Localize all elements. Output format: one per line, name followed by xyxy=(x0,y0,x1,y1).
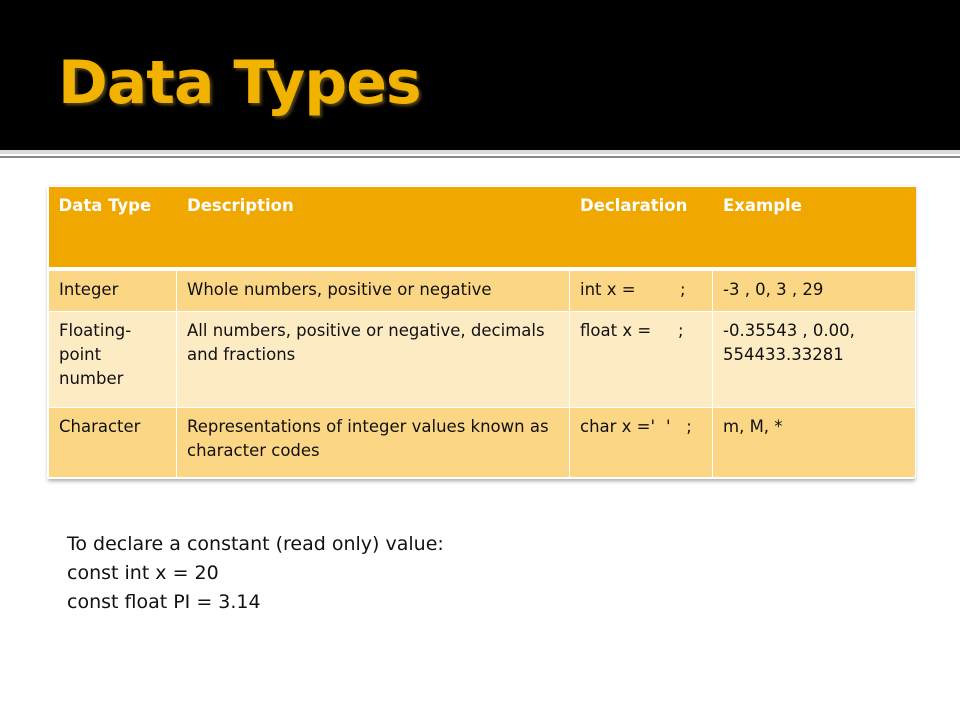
title-bar xyxy=(0,0,960,150)
slide-content xyxy=(0,150,960,720)
cell-description: All numbers, positive or negative, decimals and fractions xyxy=(177,311,570,407)
declaration-text: char x =' xyxy=(580,416,656,436)
table-row xyxy=(49,269,916,311)
cell-example: -3 , 0, 3 , 29 xyxy=(713,269,916,311)
cell-type: Integer xyxy=(49,269,177,311)
notes-line-3: const float PI = 3.14 xyxy=(67,591,261,613)
constant-notes xyxy=(67,530,444,617)
header-declaration: Declaration xyxy=(570,187,713,269)
cell-description: Representations of integer values known as character codes xyxy=(177,407,570,477)
slide-title: Data Types xyxy=(58,48,421,118)
notes-line-2: const int x = 20 xyxy=(67,562,219,584)
declaration-text: float x = xyxy=(580,320,652,340)
notes-line-1: To declare a constant (read only) value: xyxy=(67,533,444,555)
cell-description: Whole numbers, positive or negative xyxy=(177,269,570,311)
header-data-type: Data Type xyxy=(49,187,177,269)
declaration-text: int x = xyxy=(580,280,636,299)
cell-example: m, M, * xyxy=(713,407,916,477)
cell-example: -0.35543 , 0.00, 554433.33281 xyxy=(713,311,916,407)
cell-declaration xyxy=(570,269,713,311)
declaration-end: ' ; xyxy=(666,416,692,436)
table-row xyxy=(49,311,916,407)
cell-declaration xyxy=(570,407,713,477)
table-row xyxy=(49,407,916,477)
table-header-row xyxy=(49,187,916,269)
divider-dark xyxy=(0,156,960,158)
declaration-end: ; xyxy=(678,320,684,340)
header-description: Description xyxy=(177,187,570,269)
cell-type: Character xyxy=(49,407,177,477)
divider-light xyxy=(0,150,960,154)
declaration-end: ; xyxy=(680,280,686,299)
cell-type: Floating-point number xyxy=(49,311,177,407)
cell-declaration xyxy=(570,311,713,407)
header-example: Example xyxy=(713,187,916,269)
data-types-table xyxy=(47,186,914,479)
